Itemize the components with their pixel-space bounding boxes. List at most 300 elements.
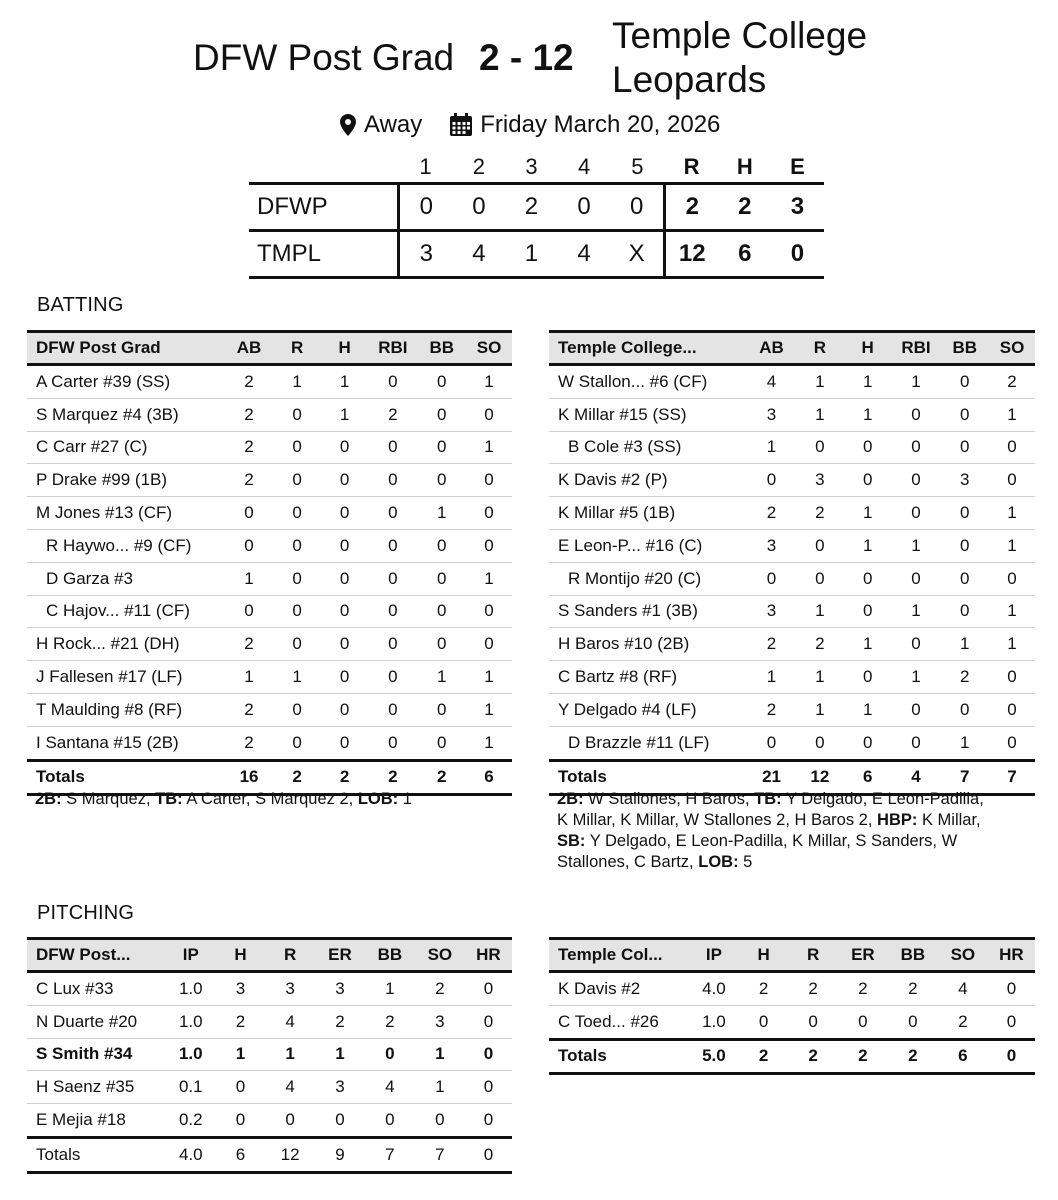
stat-value: 1 (747, 661, 796, 694)
batting-notes-home (557, 789, 997, 873)
stat-value: 0 (891, 693, 940, 726)
totals-value: 7 (365, 1137, 415, 1172)
player-name: K Davis #2 (P) (549, 464, 747, 497)
stat-value: 3 (415, 1005, 465, 1038)
team-header: DFW Post... (27, 939, 166, 972)
totals-label: Totals (549, 760, 747, 795)
stat-value: 0 (368, 562, 417, 595)
stat-value: 0 (989, 693, 1035, 726)
player-row (27, 693, 512, 726)
note-label: 2B: (35, 790, 62, 808)
player-name: Y Delgado #4 (LF) (549, 693, 747, 726)
pitching-table-home (549, 937, 1035, 1075)
stat-value: 3 (216, 972, 265, 1006)
stat-value: 0 (940, 693, 989, 726)
note-label: LOB: (357, 790, 399, 808)
stat-value: 1 (365, 972, 415, 1006)
stat-value: 0 (292, 732, 302, 752)
table-header (549, 332, 1035, 365)
stat-header: H (216, 939, 265, 972)
stat-value: 3 (747, 595, 796, 628)
player-name: J Fallesen #17 (LF) (27, 661, 225, 694)
stat-value: 1 (273, 661, 321, 694)
player-row (27, 726, 512, 760)
inning-score: 3 (399, 231, 453, 278)
pitching-table-away (27, 937, 512, 1174)
note-label: TB: (754, 790, 782, 808)
stat-value: 1 (891, 661, 940, 694)
note-text: 5 (738, 853, 753, 871)
location-label: Away (364, 111, 423, 138)
stat-header: AB (747, 332, 796, 365)
line-score-row-home (249, 231, 824, 278)
player-name: N Duarte #20 (27, 1005, 166, 1038)
game-date: Friday March 20, 2026 (480, 111, 721, 138)
stat-value: 2 (244, 732, 254, 752)
stat-value: 1 (891, 595, 940, 628)
player-name: I Santana #15 (2B) (36, 732, 179, 752)
batting-table-away (27, 330, 512, 796)
totals-value: 2 (739, 1039, 789, 1074)
stat-value: 0 (908, 1011, 918, 1031)
stat-value: 0 (321, 693, 369, 726)
stat-header: HR (465, 939, 512, 972)
player-row (549, 464, 1035, 497)
player-row (27, 464, 512, 497)
stat-value: 0 (465, 1038, 512, 1071)
stat-value: 1.0 (166, 972, 216, 1006)
stat-value: 0 (273, 497, 321, 530)
stat-value: 2 (365, 1005, 415, 1038)
stat-value: 0 (385, 1110, 395, 1130)
stat-value: 0 (216, 1071, 265, 1104)
stat-value: 0 (417, 398, 466, 431)
totals-value: 2 (273, 760, 321, 795)
stat-header: RBI (891, 332, 940, 365)
stat-value: 0 (989, 464, 1035, 497)
stat-value: 0 (940, 431, 989, 464)
totals-value: 4.0 (166, 1137, 216, 1172)
stat-value: 4.0 (689, 972, 739, 1006)
stat-value: 1 (796, 365, 844, 399)
stat-value: 0 (891, 628, 940, 661)
player-name: C Lux #33 (27, 972, 166, 1006)
stat-value: 0 (339, 732, 350, 752)
line-score-team: DFWP (249, 184, 399, 231)
line-score-table (249, 152, 824, 279)
stat-value: 1 (225, 661, 274, 694)
inning-3-header: 3 (525, 154, 538, 179)
totals-value: 6 (466, 760, 512, 795)
stat-header: BB (365, 939, 415, 972)
inning-score: X (610, 231, 664, 278)
stat-value: 1 (796, 595, 844, 628)
stat-value: 1 (466, 562, 512, 595)
stat-value: 0 (844, 595, 892, 628)
stat-header: IP (689, 939, 739, 972)
stat-value: 1 (415, 1071, 465, 1104)
player-row (549, 398, 1035, 431)
totals-value: 4 (891, 760, 940, 795)
stat-value: 2 (747, 693, 796, 726)
player-row (27, 595, 512, 628)
stat-value: 0 (273, 398, 321, 431)
totals-value: 7 (415, 1137, 465, 1172)
stat-value: 0 (1006, 1011, 1017, 1031)
stat-value: 0 (465, 972, 512, 1006)
stat-value: 4 (265, 1071, 315, 1104)
player-name: C Hajov... #11 (CF) (27, 595, 225, 628)
stat-value: 0 (273, 529, 321, 562)
stat-value: 0 (321, 431, 369, 464)
stat-value: 1 (844, 628, 892, 661)
inning-score: 0 (558, 184, 611, 231)
stat-header: H (739, 939, 789, 972)
player-row (27, 1005, 512, 1038)
player-row (27, 1038, 512, 1071)
stat-value: 0 (435, 1110, 445, 1130)
totals-label: Totals (27, 760, 225, 795)
stat-header: SO (415, 939, 465, 972)
player-row (27, 398, 512, 431)
stat-value: 2 (225, 628, 274, 661)
stat-value: 1.0 (166, 1005, 216, 1038)
stat-value: 0 (368, 464, 417, 497)
stat-value: 0 (417, 628, 466, 661)
stat-value: 0 (368, 365, 417, 399)
line-score-row-away (249, 184, 824, 231)
stat-value: 0 (796, 431, 844, 464)
stat-value: 0 (321, 529, 369, 562)
batting-table-home (549, 330, 1035, 796)
stat-value: 0 (321, 562, 369, 595)
stat-value: 1 (844, 693, 892, 726)
stat-header: R (265, 939, 315, 972)
stat-value: 2 (796, 497, 844, 530)
stat-value: 0 (368, 431, 417, 464)
final-score: 2 - 12 (479, 37, 574, 78)
note-label: 2B: (557, 790, 584, 808)
inning-score: 0 (399, 184, 453, 231)
stat-value: 0 (273, 464, 321, 497)
stat-value: 0 (466, 529, 512, 562)
stat-value: 3 (747, 529, 796, 562)
stat-value: 2 (747, 497, 796, 530)
stat-value: 1 (844, 497, 892, 530)
inning-score: 2 (505, 184, 558, 231)
note-label: LOB: (698, 853, 739, 871)
stat-value: 0 (273, 693, 321, 726)
stat-value: 0 (417, 464, 466, 497)
stat-value: 0 (891, 431, 940, 464)
stat-header: AB (225, 332, 274, 365)
stat-value: 0 (1007, 732, 1017, 752)
note-text: K Millar, (917, 811, 981, 829)
stat-header: RBI (368, 332, 417, 365)
hits-total: 2 (719, 184, 772, 231)
stat-value: 0 (285, 1110, 295, 1130)
player-name: K Millar #15 (SS) (549, 398, 747, 431)
stat-value: 0 (466, 398, 512, 431)
stat-value: 0 (417, 365, 466, 399)
stat-value: 0 (940, 365, 989, 399)
stat-value: 3 (747, 398, 796, 431)
player-name: R Montijo #20 (C) (549, 562, 747, 595)
player-name: A Carter #39 (SS) (27, 365, 225, 399)
inning-2-header: 2 (472, 154, 486, 179)
player-row (549, 661, 1035, 694)
stat-value: 0 (417, 529, 466, 562)
table-header (27, 332, 512, 365)
stat-value: 2 (225, 464, 274, 497)
stat-value: 0 (417, 595, 466, 628)
player-row (27, 365, 512, 399)
note-text: Y Delgado, E Leon-Padilla, K Millar, S Sanders, W Stallones, C Bartz, (557, 832, 958, 871)
totals-row (27, 1137, 512, 1172)
totals-value: 2 (368, 760, 417, 795)
stat-value: 0 (335, 1110, 345, 1130)
stat-value: 0 (368, 529, 417, 562)
stat-value: 2 (747, 628, 796, 661)
player-name: T Maulding #8 (RF) (27, 693, 225, 726)
inning-score: 4 (453, 231, 506, 278)
player-name: K Davis #2 (549, 972, 689, 1006)
stat-value: 0 (365, 1038, 415, 1071)
totals-value: 2 (838, 1039, 888, 1074)
stat-value: 0 (273, 562, 321, 595)
player-name: W Stallon... #6 (CF) (549, 365, 747, 399)
stat-value: 0 (368, 497, 417, 530)
inning-score: 0 (610, 184, 664, 231)
player-row (549, 562, 1035, 595)
away-team-name: DFW Post Grad (193, 37, 455, 78)
player-row (549, 431, 1035, 464)
stat-value: 1 (796, 693, 844, 726)
totals-label: Totals (27, 1137, 166, 1172)
stat-value: 0 (940, 595, 989, 628)
player-row (549, 628, 1035, 661)
stat-value: 1 (466, 365, 512, 399)
player-name: D Garza #3 (27, 562, 225, 595)
player-name: E Leon-P... #16 (C) (549, 529, 747, 562)
stat-value: 0 (808, 1011, 818, 1031)
player-name: B Cole #3 (SS) (549, 431, 747, 464)
totals-value: 6 (844, 760, 892, 795)
totals-value: 0 (988, 1039, 1035, 1074)
stat-value: 1 (466, 661, 512, 694)
totals-value: 2 (788, 1039, 838, 1074)
line-score-header-blank (249, 152, 399, 184)
errors-header: E (790, 154, 805, 179)
stat-value: 4 (938, 972, 988, 1006)
totals-value: 2 (417, 760, 466, 795)
stat-value: 0 (766, 732, 777, 752)
stat-value: 0 (368, 693, 417, 726)
note-label: TB: (155, 790, 183, 808)
stat-value: 0 (417, 693, 466, 726)
stat-value: 0 (437, 732, 447, 752)
stat-value: 2 (315, 1005, 365, 1038)
player-row (27, 972, 512, 1006)
stat-value: 0 (815, 732, 825, 752)
stat-value: 0 (225, 497, 274, 530)
stat-value: 1 (216, 1038, 265, 1071)
totals-value: 2 (888, 1039, 938, 1074)
stat-value: 1 (466, 431, 512, 464)
line-score-header (249, 152, 824, 184)
stat-value: 0 (225, 595, 274, 628)
stat-value: 1 (747, 431, 796, 464)
stat-value: 1 (989, 398, 1035, 431)
stat-value: 0 (747, 464, 796, 497)
stat-value: 0 (844, 464, 892, 497)
stat-header: BB (940, 332, 989, 365)
stat-value: 1 (265, 1038, 315, 1071)
stat-value: 0 (321, 497, 369, 530)
stat-header: H (321, 332, 369, 365)
player-row (549, 693, 1035, 726)
player-row (27, 529, 512, 562)
inning-score: 4 (558, 231, 611, 278)
stat-value: 2 (216, 1005, 265, 1038)
stat-value: 3 (315, 1071, 365, 1104)
stat-value: 1 (415, 1038, 465, 1071)
stat-value: 0 (388, 732, 398, 752)
home-team-name-line1: Temple College (612, 15, 868, 56)
stat-value: 1 (989, 529, 1035, 562)
stat-value: 3 (940, 464, 989, 497)
note-text: Y Delgado, E Leon-Padilla, K Millar, K Millar, W Stallones 2, H Baros 2, (557, 790, 984, 829)
stat-value: 2 (225, 693, 274, 726)
totals-value: 9 (315, 1137, 365, 1172)
stat-value: 0.2 (178, 1110, 203, 1130)
stat-value: 0 (940, 398, 989, 431)
map-pin-icon (340, 114, 356, 136)
stat-value: 1 (273, 365, 321, 399)
stat-value: 0 (988, 972, 1035, 1006)
stat-value: 0 (417, 431, 466, 464)
stat-value: 2 (788, 972, 838, 1006)
stat-value: 1 (891, 365, 940, 399)
batting-section-title: BATTING (37, 294, 124, 316)
stat-value: 2 (796, 628, 844, 661)
stat-value: 1 (417, 497, 466, 530)
stat-value: 0 (465, 1005, 512, 1038)
stat-value: 4 (365, 1071, 415, 1104)
player-name: S Smith #34 (27, 1038, 166, 1071)
stat-header: R (788, 939, 838, 972)
stat-header: IP (166, 939, 216, 972)
stat-value: 0 (465, 1071, 512, 1104)
totals-value: 2 (321, 760, 369, 795)
note-label: SB: (557, 832, 586, 850)
player-name: R Haywo... #9 (CF) (27, 529, 225, 562)
team-header: DFW Post Grad (27, 332, 225, 365)
stat-value: 1 (891, 529, 940, 562)
stat-value: 2 (225, 398, 274, 431)
batting-notes-away (35, 789, 505, 810)
note-text: S Marquez, (61, 790, 156, 808)
stat-value: 0 (862, 732, 873, 752)
player-name: H Rock... #21 (DH) (27, 628, 225, 661)
stat-header: BB (888, 939, 938, 972)
player-row (549, 365, 1035, 399)
stat-value: 0 (466, 464, 512, 497)
player-row (27, 661, 512, 694)
stat-value: 0 (321, 661, 369, 694)
stat-value: 1 (989, 628, 1035, 661)
stat-header: ER (315, 939, 365, 972)
stat-value: 4 (265, 1005, 315, 1038)
stat-value: 0 (796, 529, 844, 562)
stat-value: 0 (321, 464, 369, 497)
totals-value: 16 (225, 760, 274, 795)
stat-value: 0 (417, 562, 466, 595)
stat-value: 3 (265, 972, 315, 1006)
stat-value: 1 (417, 661, 466, 694)
stat-value: 2 (225, 431, 274, 464)
stat-value: 0.1 (166, 1071, 216, 1104)
inning-1-header: 1 (419, 154, 432, 179)
player-name: C Carr #27 (C) (27, 431, 225, 464)
stat-value: 0 (796, 562, 844, 595)
player-row (549, 497, 1035, 530)
stat-value: 3 (315, 972, 365, 1006)
hits-total: 6 (719, 231, 772, 278)
stat-value: 0 (940, 497, 989, 530)
player-row (27, 628, 512, 661)
player-name: P Drake #99 (1B) (27, 464, 225, 497)
stat-value: 0 (911, 732, 921, 752)
stat-value: 3 (796, 464, 844, 497)
stat-value: 0 (891, 497, 940, 530)
player-name: H Baros #10 (2B) (549, 628, 747, 661)
totals-label: Totals (549, 1039, 689, 1074)
pitching-section-title: PITCHING (37, 902, 135, 924)
stat-value: 4 (747, 365, 796, 399)
stat-value: 2 (368, 398, 417, 431)
stat-value: 0 (758, 1011, 769, 1031)
stat-value: 0 (273, 628, 321, 661)
stat-header: SO (938, 939, 988, 972)
runs-total: 2 (664, 184, 718, 231)
player-row (549, 972, 1035, 1006)
stat-value: 0 (368, 628, 417, 661)
player-name: S Sanders #1 (3B) (549, 595, 747, 628)
stat-value: 2 (415, 972, 465, 1006)
player-name: K Millar #5 (1B) (549, 497, 747, 530)
totals-value: 7 (940, 760, 989, 795)
totals-row (549, 1039, 1035, 1074)
stat-value: 1 (321, 398, 369, 431)
stat-value: 2 (940, 661, 989, 694)
stat-value: 0 (989, 661, 1035, 694)
stat-value: 0 (844, 431, 892, 464)
stat-value: 1 (796, 661, 844, 694)
stat-header: BB (417, 332, 466, 365)
stat-value: 1 (321, 365, 369, 399)
player-row (549, 529, 1035, 562)
stat-value: 0 (989, 431, 1035, 464)
stat-value: 2 (989, 365, 1035, 399)
player-name: C Toed... #26 (558, 1011, 659, 1031)
team-header: Temple College... (549, 332, 747, 365)
stat-value: 0 (466, 497, 512, 530)
note-label: HBP: (877, 811, 918, 829)
inning-5-header: 5 (631, 154, 644, 179)
stat-header: SO (989, 332, 1035, 365)
stat-value: 0 (321, 628, 369, 661)
